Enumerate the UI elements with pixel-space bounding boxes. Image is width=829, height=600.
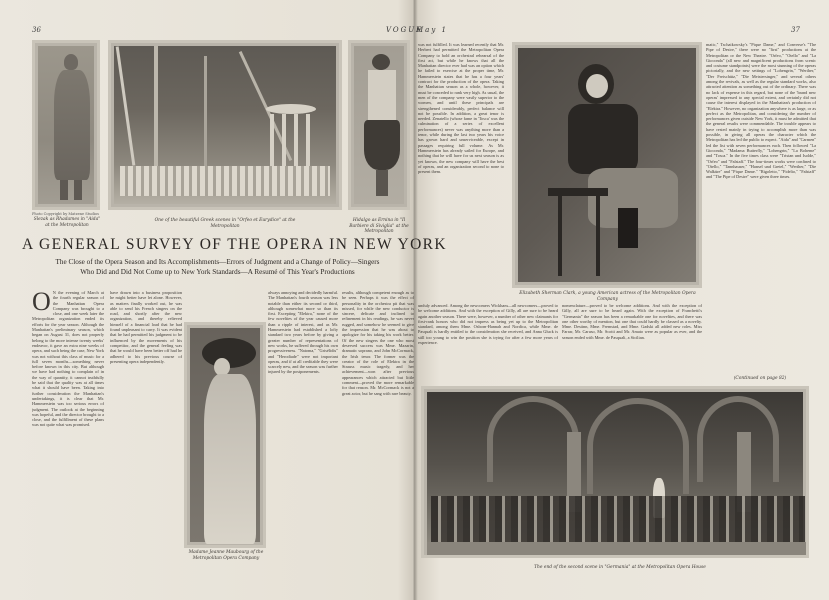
caption-orfeo: One of the beautiful Greek scenes in "Orfeo et Eurydice" at the Metropolitan [154,218,296,229]
column-8-text: nomenclature—proved to be welcome additions. And with the exception of Gilly, all are sure to be heard again. With the exception of Franchetti's "Germania" the season has been a remarkable one for novelties, and there was one other worthy of mention, but one that could hardly be classed as a novelty. Mme. Destinn, Mme. Fremstad, and Mme. Gadski all added new roles. Miss Farrar, Mr. Caruso, Mr. Scotti and Mr. Amato were as popular as ever, and the season ended with Mme. de Pasquali, a Sicilian. [562,303,702,340]
photo-slezak-aida [32,40,100,210]
photo-germania-scene [421,386,809,558]
column-4-text: results, although competent enough as to be seen. Perhaps it was the effect of personality in the orchestra pit that was missed, for while the new conductor is sincere, delicate and inclined to refinement in his readings, he was never rugged, and somehow he seemed to give the impression that he was about to apologize for his taking his work better. Of the new singers the one who most deserved success was Mme. Mazarin, dramatic soprano, and John McCormack, the Irish tenor. The former was the creator of the role of Elektra in the Strauss music tragedy, and her achievement—won after previous appearances which attracted but little comment—proved the more remarkable for that reason. Mr. McCormack is not a great actor, but he sang with rare beauty. [342,290,414,396]
article-column-2 [110,290,182,580]
article-column-5 [418,42,504,284]
running-head-title: VOGUE [386,26,424,34]
caption-hidalgo: Hidalgo as Ernina in "Il Barbiere di Siviglia" at the Metropolitan [349,218,409,234]
article-column-7 [418,303,558,383]
column-2-text: have drawn into a business proposition he might better have let alone. However, as matters finally worked out, he was able to send his French singers on the road, and shortly after the new organization, and thereby relieved himself of a financial load that he had found unpleasant to carry. It was evident that he had permitted his judgment to be influenced by the movements of his competitor, and the general feeling was that he would have been better off had he adhered to his previous course of presenting opera independently. [110,290,182,364]
article-column-3 [268,290,338,580]
subhead-line-2: Who Did and Did Not Come up to New York Standards—A Resumé of This Year's Productions [80,268,355,276]
column-6-text: matic," Tschaikowsky's "Pique Dame," and Converse's "The Pipe of Desire," there were no "first" productions at the Metropolitan or the New Theatre. "Orfeo," "Otello" and "La Gioconda" (all new and magnificent productions from scenic and costume standpoints) were the most stunning of the operas pictorially, and the new settings of "Lohengrin," "Werther," "Der Freischütz," "Die Meistersinger," and several others among the revivals, as well as the regular standard works, also attracted attention as something out of the ordinary. There was no lack of expense in this regard, but none of the 'brand new operas' impressed to any special extent, and certainly did not cause the interest displayed in the Manhattan's production of "Elektra." However, no organization anywhere is as large, or as perfect as the Metropolitan, and considering the number of performances given outside New York, it must be admitted that the general results were commendable. The trouble appears to have rested mainly in trying to accomplish more than was possible, in giving all operas the character which the Metropolitan has led the public to expect. "Aida" and "Carmen" led the list with seven performances each. Then followed "La Gioconda," "Madama Butterfly," "Lohengrin," "La Boheme" and "Tosca." In the five times class were "Tristan und Isolde," "Orfeo" and "Falstaff." The four-times works were confined to "Otello," "Tannhauser," "Hansel und Gretel," "Werther," "Die Walküre" and "Pique Dame." "Rigoletto," "Fidelio," "Falstaff" and "The Pipe of Desire" were given three times. [706,42,816,180]
caption-clark: Elizabeth Sherman Clark, a young American actress of the Metropolitan Opera Company [519,291,696,302]
running-head-date: May 1 [416,26,448,34]
page-number-right: 37 [791,26,800,34]
article-column-4 [342,290,414,580]
column-3-text: always annoying and decidedly harmful. The Manhattan's fourth season was less notable than either its second or third, although somewhat more so than its first. Excepting "Elektra," none of the few novelties of the year caused more than a ripple of interest, and as Mr. Hammerstein had established a lofty standard two years before by giving a greater number of representations of new works, he suffered through his own progressiveness. "Natoma," "Grisélidis" and "Herodiade" were not important operas, and if at all creditable they were scarcely new, and the season was further injured by the postponements. [268,290,338,375]
column-5-text: was not fulfilled. It was learned recently that Mr. Herbert had permitted the Metropolitan Opera Company to hold an orchestral rehearsal of the first act, but while he knows that all the Manhattan director ever had was an option which he failed to exercise at the proper time, Mr. Hammerstein states that he has a four years' contract for the production of the opera. Taking the Manhattan season as a whole, however, it must be conceded to rank very high. As usual, the men of the company were vastly superior to the women, and until these principals are strengthened considerably, perfect balance will not be possible. In addition, a great tenor is needed. Zenatello (whose fame in 'Tosca' was the culmination of a series of excellent performances) never was anything more than a tenor, while during the last two years his voice has grown hard and unserviceable, except in passages requiring full volume. As Mr. Hammerstein has already sailed for Europe, and nothing that he will have for us next season is as yet known, the new company will have the best of operas, and an organization second to none to present them. [418,42,504,175]
article-headline: A GENERAL SURVEY OF THE OPERA IN NEW YORK [22,236,448,253]
article-subhead [20,257,415,277]
dropcap: O [32,290,51,316]
article-column-1 [32,290,104,580]
caption-germania: The end of the second scene in "Germania" at the Metropolitan Opera House [534,565,706,570]
column-1-text: N the evening of March at the fourth regular season of the Manhattan Opera Company was brought to a close, and one week later the Metropolitan organization ended its efforts for the year season. Although the Manhattan's preliminary season, which began on August 31, does not properly belong to the more intense twenty weeks' endeavor, it gave an extra nine weeks of opera, and such being the case, New York was not without this class of music for a full seven months—something never before known in this city. But although we have had nothing to complain of in the way of quantity, it cannot truthfully be said that the quality was at all times what it should have been. Taking into further consideration the Manhattan's undertakings, it is clear that Mr. Hammerstein was too serious errors of judgment. The outlook at the beginning was hopeful, and the director brought to a close, and the fulfillment of these plans was not quite what was promised. [32,290,104,428]
caption-slezak: Slezak as Rhadames in "Aida" at the Metropolitan [33,217,101,228]
caption-maubourg: Madame Jeanne Maubourg of the Metropolitan Opera Company [188,550,264,561]
article-column-8 [562,303,702,383]
column-7-text: unduly advanced. Among the newcomers Wickham—all newcomers—proved to be welcome additions. And with the exception of Gilly, all are sure to be heard again another season. There were, however, a number of other new claimants for first-rank honors who did not impress as being yet up to the Metropolitan standard, among them Mme. Osborn-Hannah and Nordica, while Mme. de Pasquali is hardly entitled to the consideration she received, and Anna Gluck is still too young to win the position she is trying for after a few more years of experience. [418,303,558,346]
page-number-left: 36 [32,26,41,34]
photo-hidalgo-barbiere [348,40,410,210]
photo-elizabeth-sherman-clark [512,42,702,288]
subhead-line-1: The Close of the Opera Season and Its Accomplishments—Errors of Judgment and a Change of Policy—Singers [55,258,380,266]
continued-note: (Continued on page 82) [733,376,787,381]
photo-orfeo-greek-scene [108,40,342,210]
photo-maubourg [184,322,266,548]
article-column-6 [706,42,816,368]
photo-credit: Photo Copyright by Matzene Studios [32,212,99,216]
